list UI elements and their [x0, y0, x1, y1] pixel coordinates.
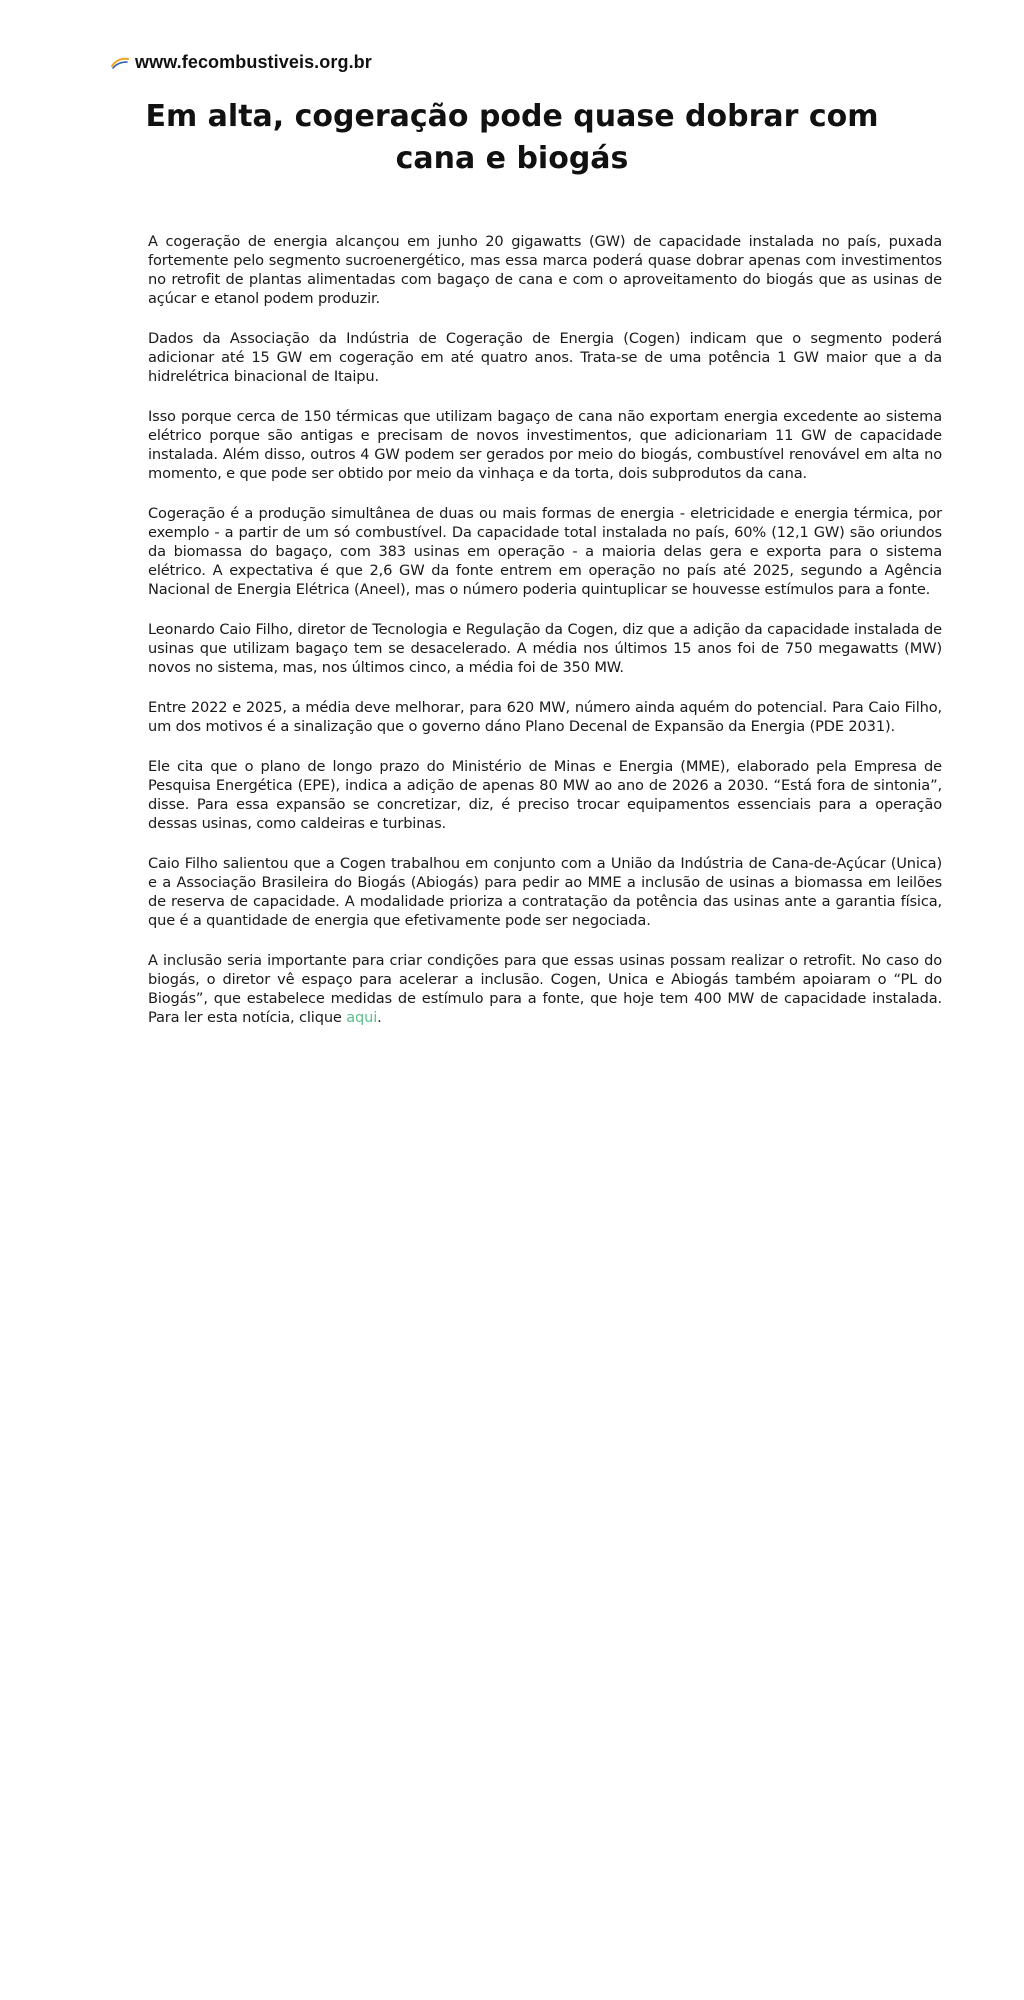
article-title: Em alta, cogeração pode quase dobrar com cana e biogás: [145, 99, 879, 176]
article-paragraph: Leonardo Caio Filho, diretor de Tecnologia e Regulação da Cogen, diz que a adição da capacidade instalada de usinas que utilizam bagaço tem se desacelerado. A média nos últimos 15 anos foi de 750 megawatts (MW) novos no sistema, mas, nos últimos cinco, a média foi de 350 MW.: [148, 621, 942, 676]
article-paragraph: Cogeração é a produção simultânea de duas ou mais formas de energia - eletricidade e energia térmica, por exemplo - a partir de um só combustível. Da capacidade total instalada no país, 60% (12,1 GW) são oriundos da biomassa do bagaço, com 383 usinas em operação - a maioria delas gera e exporta para o sistema elétrico. A expectativa é que 2,6 GW da fonte entrem em operação no país até 2025, segundo a Agência Nacional de Energia Elétrica (Aneel), mas o número poderia quintuplicar se houvesse estímulos para a fonte.: [148, 505, 942, 598]
article-body: [148, 232, 942, 1048]
last-paragraph-trailing: .: [377, 1009, 382, 1026]
article-paragraph-last: [148, 951, 942, 1027]
article-paragraph: Ele cita que o plano de longo prazo do Ministério de Minas e Energia (MME), elaborado pela Empresa de Pesquisa Energética (EPE), indica a adição de apenas 80 MW ao ano de 2026 a 2030. “Está fora de sintonia”, disse. Para essa expansão se concretizar, diz, é preciso trocar equipamentos essenciais para a operação dessas usinas, como caldeiras e turbinas.: [148, 758, 942, 832]
swoosh-logo-icon: [111, 56, 129, 70]
site-url[interactable]: www.fecombustiveis.org.br: [135, 52, 372, 72]
last-paragraph-text: A inclusão seria importante para criar condições para que essas usinas possam realizar o retrofit. No caso do biogás, o diretor vê espaço para acelerar a inclusão. Cogen, Unica e Abiogás também apoiaram o “PL do Biogás”, que estabelece medidas de estímulo para a fonte, que hoje tem 400 MW de capacidade instalada. Para ler esta notícia, clique: [148, 952, 942, 1026]
read-more-link[interactable]: aqui: [346, 1009, 378, 1026]
article-paragraph: A cogeração de energia alcançou em junho 20 gigawatts (GW) de capacidade instalada no país, puxada fortemente pelo segmento sucroenergético, mas essa marca poderá quase dobrar apenas com investimentos no retrofit de plantas alimentadas com bagaço de cana e com o aproveitamento do biogás que as usinas de açúcar e etanol podem produzir.: [148, 233, 942, 307]
article-paragraph: Isso porque cerca de 150 térmicas que utilizam bagaço de cana não exportam energia excedente ao sistema elétrico porque são antigas e precisam de novos investimentos, que adicionariam 11 GW de capacidade instalada. Além disso, outros 4 GW podem ser gerados por meio do biogás, combustível renovável em alta no momento, e que pode ser obtido por meio da vinhaça e da torta, dois subprodutos da cana.: [148, 408, 942, 482]
article-paragraph: Caio Filho salientou que a Cogen trabalhou em conjunto com a União da Indústria de Cana-de-Açúcar (Unica) e a Associação Brasileira do Biogás (Abiogás) para pedir ao MME a inclusão de usinas a biomassa em leilões de reserva de capacidade. A modalidade prioriza a contratação da potência das usinas ante a garantia física, que é a quantidade de energia que efetivamente pode ser negociada.: [148, 855, 942, 929]
site-header: [111, 52, 372, 73]
article-paragraph: Dados da Associação da Indústria de Cogeração de Energia (Cogen) indicam que o segmento poderá adicionar até 15 GW em cogeração em até quatro anos. Trata-se de uma potência 1 GW maior que a da hidrelétrica binacional de Itaipu.: [148, 330, 942, 385]
article-paragraph: Entre 2022 e 2025, a média deve melhorar, para 620 MW, número ainda aquém do potencial. Para Caio Filho, um dos motivos é a sinalização que o governo dáno Plano Decenal de Expansão da Energia (PDE 2031).: [148, 699, 942, 735]
